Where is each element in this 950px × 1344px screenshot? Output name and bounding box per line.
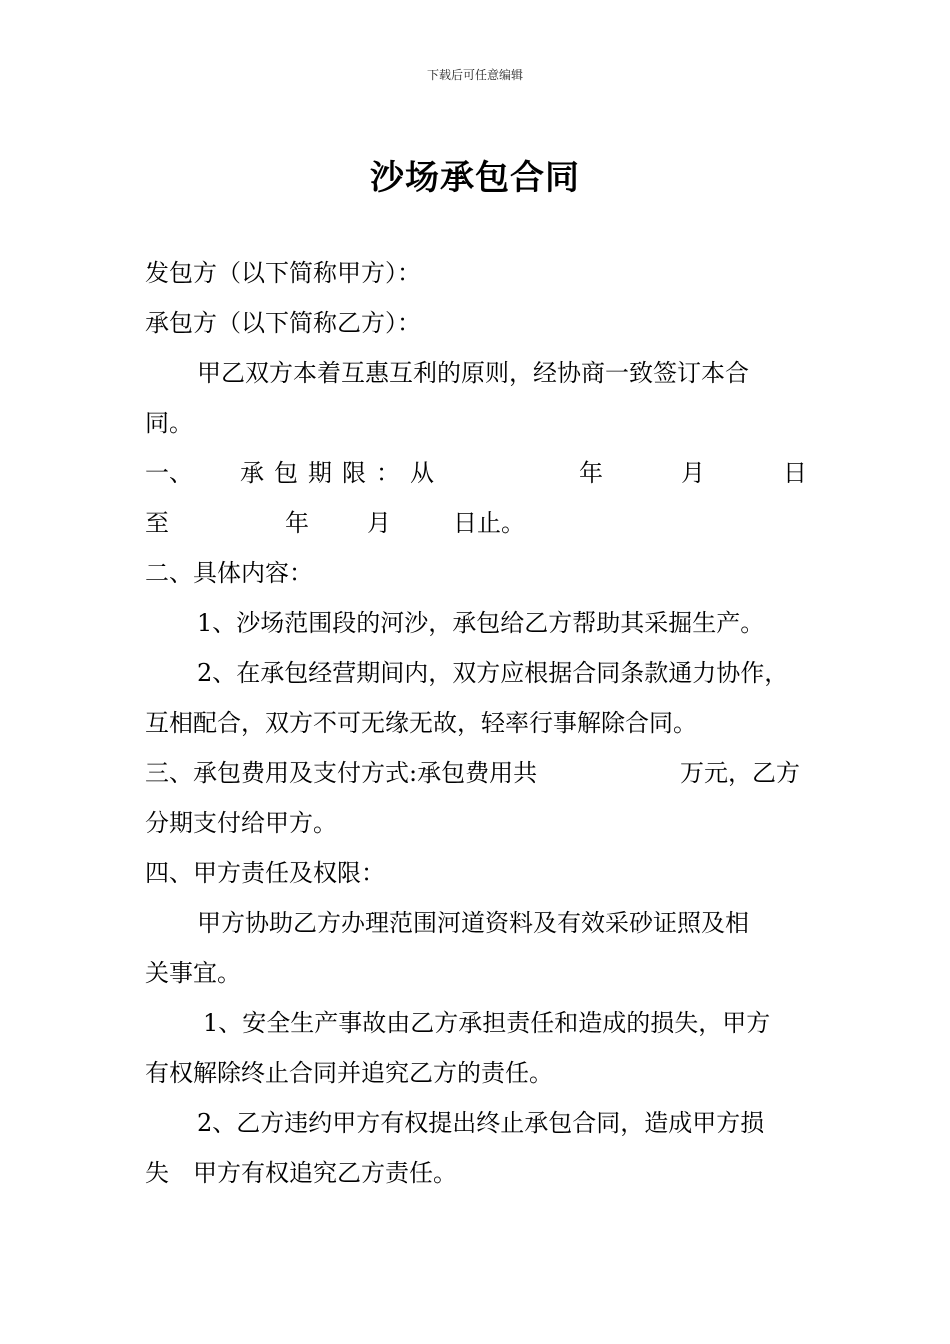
fee-label: 三、承包费用及支付方式:承包费用共 — [145, 759, 538, 787]
document-title: 沙场承包合同 — [370, 158, 580, 198]
term-to: 至 — [145, 509, 169, 537]
term-section-number: 一、 — [145, 459, 193, 487]
term-end-month: 月 — [367, 509, 391, 537]
term-end-day: 日止。 — [453, 509, 525, 537]
term-end-year: 年 — [285, 509, 309, 537]
duty-item-1b: 有权解除终止合同并追究乙方的责任。 — [145, 1059, 553, 1087]
duty-assist-2: 关事宜。 — [145, 959, 241, 987]
fee-line-2: 分期支付给甲方。 — [145, 809, 337, 837]
content-heading: 二、具体内容： — [145, 559, 313, 587]
content-item-1: 1、沙场范围段的河沙，承包给乙方帮助其采掘生产。 — [197, 609, 765, 637]
duty-item-2a: 2、乙方违约甲方有权提出终止承包合同，造成甲方损 — [197, 1109, 765, 1137]
duty-heading: 四、甲方责任及权限： — [145, 859, 385, 887]
content-item-2a: 2、在承包经营期间内，双方应根据合同条款通力协作， — [197, 659, 789, 687]
term-label: 承包期限：从 — [240, 459, 444, 487]
fee-unit: 万元，乙方 — [680, 759, 800, 787]
term-start-month: 月 — [681, 459, 705, 487]
content-item-2b: 互相配合，双方不可无缘无故，轻率行事解除合同。 — [145, 709, 697, 737]
header-note: 下载后可任意编辑 — [426, 68, 523, 82]
term-start-day: 日 — [783, 459, 807, 487]
intro-line-1: 甲乙双方本着互惠互利的原则，经协商一致签订本合 — [197, 359, 749, 387]
party-b-line: 承包方（以下简称乙方）： — [145, 309, 421, 337]
duty-item-1a: 1、安全生产事故由乙方承担责任和造成的损失，甲方 — [203, 1009, 771, 1037]
intro-line-2: 同。 — [145, 409, 193, 437]
party-a-line: 发包方（以下简称甲方）： — [145, 259, 421, 287]
duty-assist-1: 甲方协助乙方办理范围河道资料及有效采砂证照及相 — [197, 909, 749, 937]
term-start-year: 年 — [579, 459, 603, 487]
duty-item-2b: 失 甲方有权追究乙方责任。 — [145, 1159, 457, 1187]
